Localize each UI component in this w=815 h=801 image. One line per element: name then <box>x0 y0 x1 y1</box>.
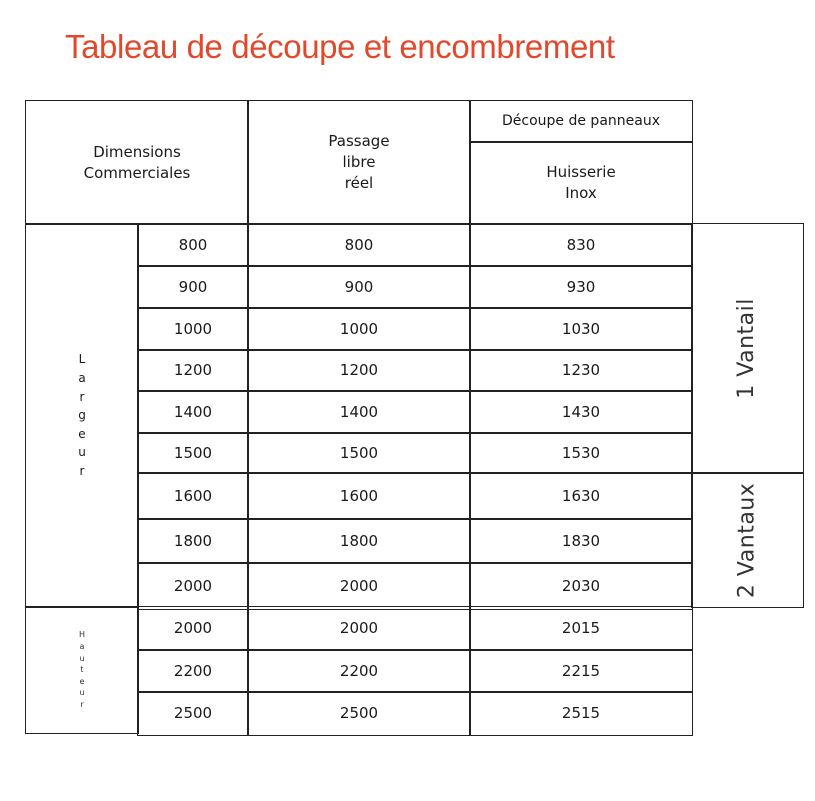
largeur-dim-cell: 1800 <box>137 518 249 564</box>
header-passage-libre-reel: Passage libre réel <box>247 100 471 225</box>
hauteur-passage-cell: 2000 <box>247 606 471 651</box>
largeur-passage-cell: 1500 <box>247 432 471 474</box>
largeur-passage-cell: 1400 <box>247 390 471 434</box>
largeur-dim-cell: 1400 <box>137 390 249 434</box>
hauteur-decoupe-cell: 2215 <box>469 649 693 693</box>
two-vantaux-label <box>691 472 804 608</box>
largeur-group-label <box>25 223 139 608</box>
largeur-decoupe-cell: 1230 <box>469 349 693 392</box>
largeur-letter: r <box>79 389 85 404</box>
largeur-dim-cell: 1000 <box>137 307 249 351</box>
largeur-decoupe-cell: 830 <box>469 223 693 267</box>
largeur-passage-cell: 2000 <box>247 562 471 610</box>
largeur-passage-cell: 900 <box>247 265 471 309</box>
cutting-dimensions-table <box>25 100 805 740</box>
largeur-passage-cell: 1000 <box>247 307 471 351</box>
largeur-letter: u <box>78 445 86 460</box>
largeur-passage-cell: 1600 <box>247 472 471 520</box>
largeur-dim-cell: 900 <box>137 265 249 309</box>
largeur-decoupe-cell: 1630 <box>469 472 693 520</box>
largeur-dim-cell: 2000 <box>137 562 249 610</box>
largeur-decoupe-cell: 1430 <box>469 390 693 434</box>
hauteur-letter: u <box>79 688 85 698</box>
largeur-letter: L <box>78 352 86 367</box>
page-title: Tableau de découpe et encombrement <box>65 28 615 65</box>
largeur-decoupe-cell: 1530 <box>469 432 693 474</box>
header-huisserie-inox: Huisserie Inox <box>469 141 693 225</box>
hauteur-group-label <box>25 606 139 734</box>
hauteur-dim-cell: 2000 <box>137 606 249 651</box>
header-decoupe-de-panneaux: Découpe de panneaux <box>469 100 693 143</box>
header-dimensions-commerciales: Dimensions Commerciales <box>25 100 249 225</box>
hauteur-dim-cell: 2200 <box>137 649 249 693</box>
largeur-decoupe-cell: 930 <box>469 265 693 309</box>
largeur-passage-cell: 1800 <box>247 518 471 564</box>
largeur-letter: g <box>78 408 86 423</box>
largeur-passage-cell: 1200 <box>247 349 471 392</box>
largeur-decoupe-cell: 2030 <box>469 562 693 610</box>
one-vantail-label <box>691 223 804 474</box>
two-vantaux-text: 2 Vantaux <box>734 482 760 598</box>
hauteur-letter: a <box>79 642 85 652</box>
hauteur-letter: H <box>78 630 85 640</box>
largeur-decoupe-cell: 1030 <box>469 307 693 351</box>
largeur-passage-cell: 800 <box>247 223 471 267</box>
largeur-decoupe-cell: 1830 <box>469 518 693 564</box>
hauteur-letter: e <box>79 676 85 686</box>
hauteur-letter: u <box>79 653 85 663</box>
largeur-dim-cell: 1500 <box>137 432 249 474</box>
largeur-dim-cell: 1600 <box>137 472 249 520</box>
one-vantail-text: 1 Vantail <box>734 298 760 399</box>
hauteur-dim-cell: 2500 <box>137 691 249 736</box>
largeur-letter: a <box>78 371 86 386</box>
hauteur-passage-cell: 2200 <box>247 649 471 693</box>
hauteur-passage-cell: 2500 <box>247 691 471 736</box>
largeur-dim-cell: 800 <box>137 223 249 267</box>
hauteur-letter: r <box>80 699 84 709</box>
largeur-letter: e <box>78 426 86 441</box>
largeur-dim-cell: 1200 <box>137 349 249 392</box>
hauteur-decoupe-cell: 2015 <box>469 606 693 651</box>
largeur-letter: r <box>79 463 85 478</box>
hauteur-decoupe-cell: 2515 <box>469 691 693 736</box>
hauteur-letter: t <box>80 665 84 675</box>
